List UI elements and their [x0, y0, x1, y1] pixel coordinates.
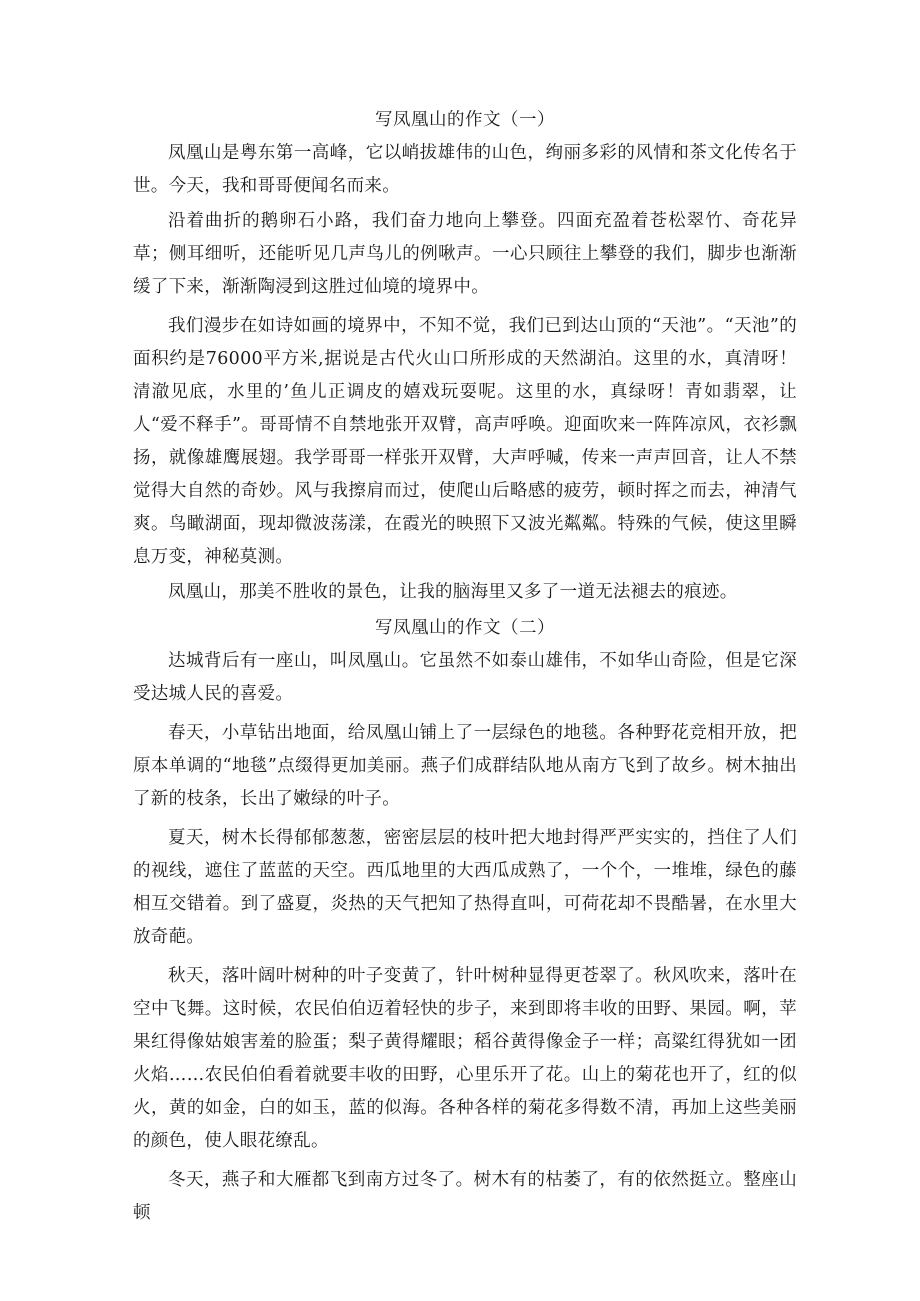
essay-1-title: 写凤凰山的作文（一） [375, 110, 555, 130]
essay-1-paragraph: 我们漫步在如诗如画的境界中，不知不觉，我们已到达山顶的“天池”。“天池”的面积约是76000平方米,据说是古代火山口所形成的天然湖泊。这里的水，真清呀！清澈见底，水里的’鱼儿正调皮的嬉戏玩耍呢。这里的水，真绿呀！青如翡翠，让人“爱不释手”。哥哥情不自禁地张开双臂，高声呼唤。迎面吹来一阵阵凉风，衣衫飘扬，就像雄鹰展翅。我学哥哥一样张开双臂，大声呼喊，传来一声声回音，让人不禁觉得大自然的奇妙。风与我擦肩而过，使爬山后略感的疲劳，顿时挥之而去，神清气爽。鸟瞰湖面，现却微波荡漾，在霞光的映照下又波光粼粼。特殊的气候，使这里瞬息万变，神秘莫测。 [133, 316, 797, 567]
essay-2-paragraph: 秋天，落叶阔叶树种的叶子变黄了，针叶树种显得更苍翠了。秋风吹来，落叶在空中飞舞。这时候，农民伯伯迈着轻快的步子，来到即将丰收的田野、果园。啊，苹果红得像姑娘害羞的脸蛋；梨子黄得耀眼；稻谷黄得像金子一样；高粱红得犹如一团火焰……农民伯伯看着就要丰收的田野，心里乐开了花。山上的菊花也开了，红的似火，黄的如金，白的如玉，蓝的似海。各种各样的菊花多得数不清，再加上这些美丽的颜色，使人眼花缭乱。 [133, 966, 797, 1151]
essay-2-paragraph: 夏天，树木长得郁郁葱葱，密密层层的枝叶把大地封得严严实实的，挡住了人们的视线，遮住了蓝蓝的天空。西瓜地里的大西瓜成熟了，一个个，一堆堆，绿色的藤相互交错着。到了盛夏，炎热的天气把知了热得直叫，可荷花却不畏酷暑，在水里大放奇葩。 [133, 828, 797, 947]
essay-1-paragraph: 凤凰山，那美不胜收的景色，让我的脑海里又多了一道无法褪去的痕迹。 [168, 582, 738, 602]
document-body [133, 103, 797, 1236]
essay-2-paragraph: 达城背后有一座山，叫凤凰山。它虽然不如泰山雄伟，不如华山奇险，但是它深受达城人民的喜爱。 [133, 651, 797, 704]
essay-2-paragraph: 冬天，燕子和大雁都飞到南方过冬了。树木有的枯萎了，有的依然挺立。整座山顿 [133, 1170, 797, 1223]
essay-2-title: 写凤凰山的作文（二） [375, 618, 555, 638]
essay-1-paragraph: 凤凰山是粤东第一高峰，它以峭拔雄伟的山色，绚丽多彩的风情和茶文化传名于世。今天，我和哥哥便闻名而来。 [133, 143, 797, 196]
essay-2-paragraph: 春天，小草钻出地面，给凤凰山铺上了一层绿色的地毯。各种野花竞相开放，把原本单调的“地毯”点缀得更加美丽。燕子们成群结队地从南方飞到了故乡。树木抽出了新的枝条，长出了嫩绿的叶子。 [133, 723, 797, 809]
essay-1-paragraph: 沿着曲折的鹅卵石小路，我们奋力地向上攀登。四面充盈着苍松翠竹、奇花异草；侧耳细听，还能听见几声鸟儿的例啾声。一心只顾往上攀登的我们，脚步也渐渐缓了下来，渐渐陶浸到这胜过仙境的境界中。 [133, 211, 797, 297]
